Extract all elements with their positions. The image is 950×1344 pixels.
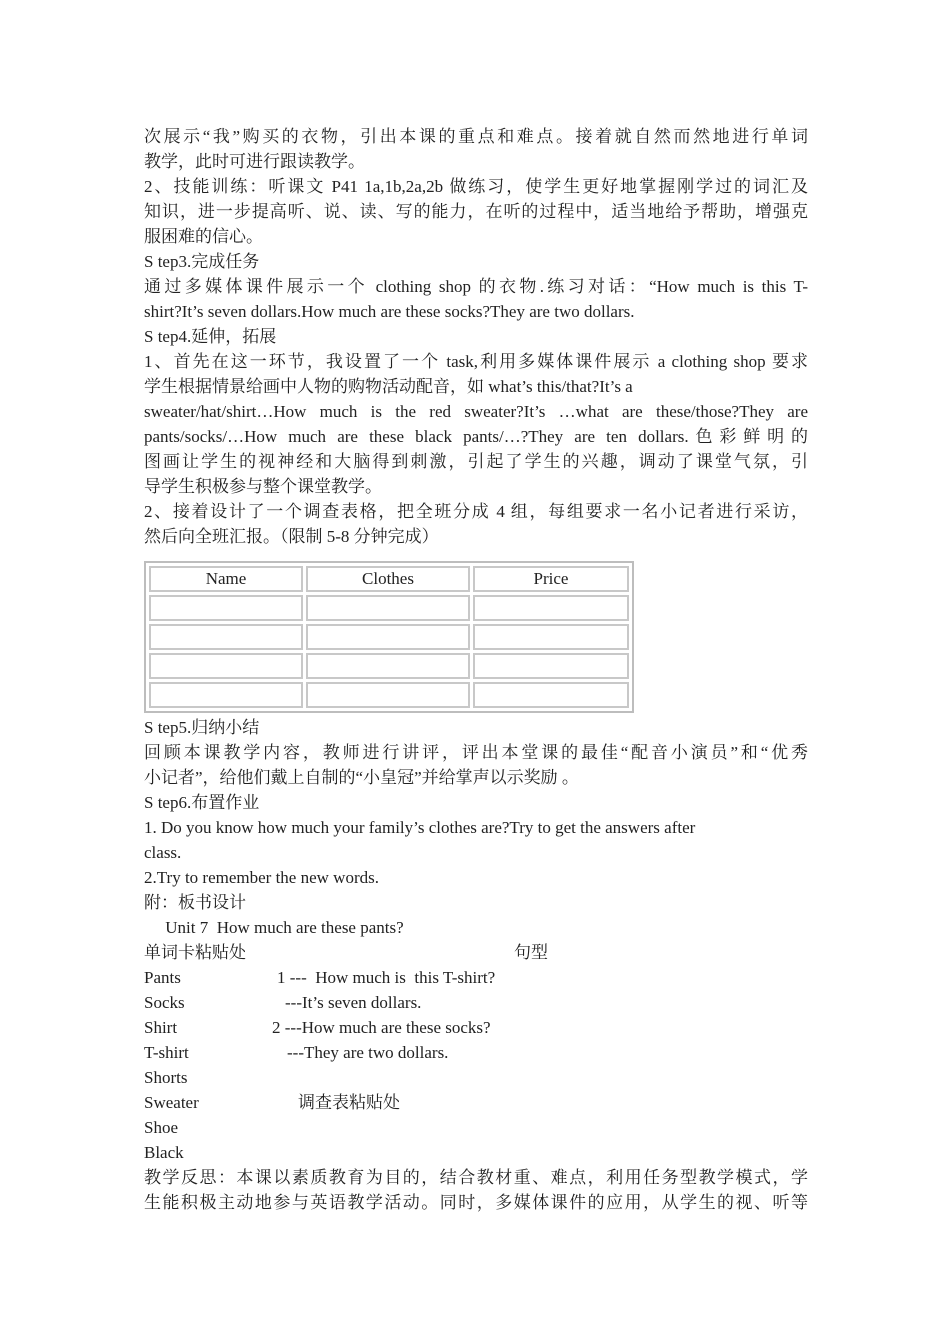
board-row [144,1015,808,1040]
table-cell [306,682,470,708]
board-sentence: ---It’s seven dollars. [285,993,422,1012]
paragraph-line: shirt?It’s seven dollars.How much are these socks?They are two dollars. [144,302,635,321]
board-header-row [144,940,808,965]
table-row [149,653,629,679]
table-cell [306,624,470,650]
board-word: Shoe [144,1118,178,1137]
table-cell [306,653,470,679]
paragraph-line: 1、首先在这一环节，我设置了一个 task,利用多媒体课件展示 a clothing shop 要求 [144,352,808,371]
paragraph-line: 2、接着设计了一个调查表格，把全班分成 4 组，每组要求一名小记者进行采访， [144,502,808,521]
paragraph-line: 回顾本课教学内容，教师进行讲评，评出本堂课的最佳“配音小演员”和“优秀 [144,743,808,762]
table-cell [149,595,303,621]
board-row [144,1065,808,1090]
paragraph-line: 小记者”，给他们戴上自制的“小皇冠”并给掌声以示奖励 。 [144,768,579,787]
board-sentence: 2 ---How much are these socks? [272,1018,491,1037]
board-title: Unit 7 How much are these pants? [144,918,404,937]
board-word: Sweater [144,1093,199,1112]
board-right-header: 句型 [514,943,548,962]
table-header-row [149,566,629,592]
table-cell [473,595,629,621]
board-word: Shirt [144,1018,178,1037]
paragraph-line: pants/socks/…How much are these black pants/…?They are ten dollars.色彩鲜明的 [144,427,808,446]
board-row [144,965,808,990]
board-row [144,1115,808,1140]
survey-table [144,561,634,713]
paragraph-line: 2.Try to remember the new words. [144,868,379,887]
column-header-clothes: Clothes [306,566,470,592]
document-page [144,124,808,1215]
table-row [149,682,629,708]
paragraph-line: class. [144,843,182,862]
paragraph-line: 学生根据情景给画中人物的购物活动配音，如 what’s this/that?It’s a [144,377,633,396]
table-cell [149,682,303,708]
paragraph-line: 通过多媒体课件展示一个 clothing shop 的衣物.练习对话：“How much is this T- [144,277,808,296]
board-word: Shorts [144,1068,188,1087]
paragraph-line: 教学，此时可进行跟读教学。 [144,152,365,171]
paragraph-line: 1. Do you know how much your family’s clothes are?Try to get the answers after [144,818,696,837]
paragraph-line: 次展示“我”购买的衣物，引出本课的重点和难点。接着就自然而然地进行单词 [144,127,808,146]
step-heading: S tep6.布置作业 [144,793,260,812]
column-header-price: Price [473,566,629,592]
board-word: Socks [144,993,185,1012]
paragraph-line: sweater/hat/shirt…How much is the red sweater?It’s …what are these/those?They are [144,402,808,421]
paragraph-line: 附：板书设计 [144,893,246,912]
table-cell [306,595,470,621]
board-word: Pants [144,968,181,987]
table-row [149,595,629,621]
paragraph-line: 知识，进一步提高听、说、读、写的能力，在听的过程中，适当地给予帮助，增强克 [144,202,808,221]
paragraph-line: 服困难的信心。 [144,227,263,246]
table-cell [473,682,629,708]
paragraph-line: 导学生积极参与整个课堂教学。 [144,477,382,496]
board-sentence: 1 --- How much is this T-shirt? [277,968,496,987]
board-survey-paste: 调查表粘贴处 [298,1093,400,1112]
board-sentence: ---They are two dollars. [287,1043,449,1062]
step-heading: S tep5.归纳小结 [144,718,260,737]
board-word: T-shirt [144,1043,189,1062]
board-row [144,1040,808,1065]
table-cell [149,653,303,679]
column-header-name: Name [149,566,303,592]
step-heading: S tep3.完成任务 [144,252,260,271]
paragraph-line: 2、技能训练：听课文 P41 1a,1b,2a,2b 做练习，使学生更好地掌握刚学过的词汇及 [144,177,808,196]
board-row [144,1140,808,1165]
table-row [149,624,629,650]
board-word: Black [144,1143,184,1162]
board-row [144,1090,808,1115]
table-cell [473,653,629,679]
table-cell [473,624,629,650]
board-left-header: 单词卡粘贴处 [144,943,246,962]
paragraph-line: 然后向全班汇报。（限制 5-8 分钟完成） [144,527,439,546]
board-row [144,990,808,1015]
paragraph-line: 教学反思：本课以素质教育为目的，结合教材重、难点，利用任务型教学模式，学 [144,1168,808,1187]
paragraph-line: 生能积极主动地参与英语教学活动。同时，多媒体课件的应用，从学生的视、听等 [144,1193,808,1212]
paragraph-line: 图画让学生的视神经和大脑得到刺激，引起了学生的兴趣，调动了课堂气氛，引 [144,452,808,471]
table-cell [149,624,303,650]
step-heading: S tep4.延伸，拓展 [144,327,277,346]
